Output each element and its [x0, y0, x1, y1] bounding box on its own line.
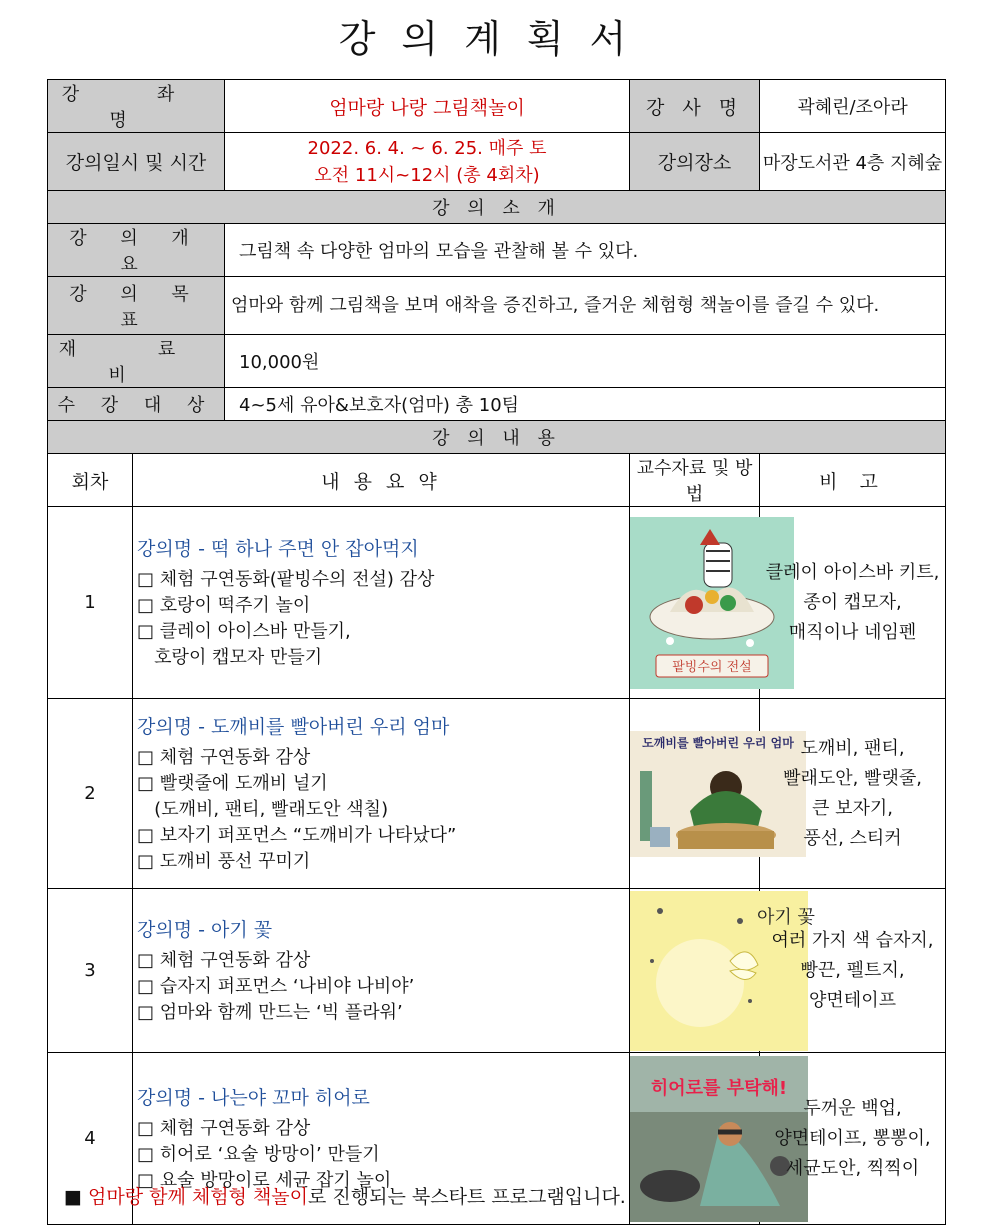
- overview-label: 강 의 개 요: [48, 224, 225, 277]
- lesson-item: □ 체험 구연동화 감상: [137, 950, 311, 971]
- lesson-title: 강의명 - 떡 하나 주면 안 잡아먹지: [137, 538, 419, 560]
- goal-label: 강 의 목 표: [48, 277, 225, 335]
- instructor-label: 강 사 명: [630, 80, 760, 133]
- goal-value: 엄마와 함께 그림책을 보며 애착을 증진하고, 즐거운 체험형 책놀이를 즐길 수 있다.: [225, 277, 946, 335]
- footer-text: 로 진행되는 북스타트 프로그램입니다.: [308, 1186, 626, 1208]
- target-label: 수 강 대 상: [48, 388, 225, 421]
- lesson-material: [630, 889, 815, 1053]
- lesson-item: □ 체험 구연동화 감상: [137, 1118, 311, 1139]
- lesson-number: 4: [48, 1053, 133, 1225]
- col-notes: 비 고: [760, 454, 946, 507]
- lesson-number: 2: [48, 699, 133, 889]
- lesson-title: 강의명 - 나는야 꼬마 히어로: [137, 1087, 370, 1109]
- page-title: 강의계획서: [338, 17, 653, 61]
- note-line: 풍선, 스티커: [803, 827, 902, 849]
- col-session: 회차: [48, 454, 133, 507]
- fee-value: 10,000원: [225, 335, 946, 388]
- overview-value: 그림책 속 다양한 엄마의 모습을 관찰해 볼 수 있다.: [225, 224, 946, 277]
- instructor-value: 곽혜린/조아라: [760, 80, 946, 133]
- intro-header: 강 의 소 개: [48, 191, 946, 224]
- note-line: 두꺼운 백업,: [803, 1097, 902, 1119]
- lesson-material: [630, 507, 760, 699]
- note-line: 빵끈, 펠트지,: [800, 959, 905, 981]
- lecture-plan-table: [47, 79, 946, 1225]
- book-cover-title: 도깨비를 빨아버린 우리 엄마: [642, 735, 794, 750]
- book-cover-image: [630, 517, 794, 689]
- target-value: 4~5세 유아&보호자(엄마) 총 10팀: [225, 388, 946, 421]
- lesson-number: 3: [48, 889, 133, 1053]
- note-line: 도깨비, 팬티,: [800, 737, 905, 759]
- lesson-item: □ 클레이 아이스바 만들기,: [137, 621, 351, 642]
- lesson-item: □ 습자지 퍼포먼스 ‘나비야 나비야’: [137, 976, 415, 997]
- lesson-title: 강의명 - 도깨비를 빨아버린 우리 엄마: [137, 716, 450, 738]
- footer-note: [64, 1182, 626, 1209]
- footer-highlight: 엄마랑 함께 체험형 책놀이: [88, 1186, 309, 1208]
- note-line: 종이 캡모자,: [803, 591, 902, 613]
- col-materials: 교수자료 및 방법: [630, 454, 760, 507]
- course-value: 엄마랑 나랑 그림책놀이: [225, 80, 630, 133]
- place-value: 마장도서관 4층 지혜숲: [760, 133, 946, 191]
- lesson-item: □ 요술 방망이로 세균 잡기 놀이: [137, 1170, 392, 1191]
- lesson-material: [630, 699, 794, 889]
- lesson-number: 1: [48, 507, 133, 699]
- lesson-item: □ 보자기 퍼포먼스 “도깨비가 나타났다”: [137, 825, 457, 846]
- lesson-item: □ 빨랫줄에 도깨비 널기: [137, 773, 328, 794]
- place-label: 강의장소: [630, 133, 760, 191]
- book-cover-title: 히어로를 부탁해!: [650, 1077, 788, 1099]
- note-line: 양면테이프: [809, 989, 896, 1011]
- note-line: 클레이 아이스바 키트,: [765, 561, 940, 583]
- lesson-item: □ 엄마와 함께 만드는 ‘빅 플라워’: [137, 1002, 403, 1023]
- note-line: 매직이나 네임펜: [788, 621, 917, 643]
- lesson-item: □ 호랑이 떡주기 놀이: [137, 595, 311, 616]
- note-line: 큰 보자기,: [812, 797, 894, 819]
- lesson-item: (도깨비, 팬티, 빨래도안 색칠): [137, 799, 389, 820]
- datetime-value: [225, 133, 630, 191]
- lesson-item: □ 체험 구연동화 감상: [137, 747, 311, 768]
- datetime-line1: 2022. 6. 4. ~ 6. 25. 매주 토: [307, 137, 547, 159]
- note-line: 세균도안, 찍찍이: [785, 1157, 920, 1179]
- lesson-item: □ 히어로 ‘요술 방망이’ 만들기: [137, 1144, 380, 1165]
- note-line: 양면테이프, 뽕뽕이,: [774, 1127, 931, 1149]
- lesson-summary: [133, 507, 630, 699]
- content-header: 강 의 내 용: [48, 421, 946, 454]
- note-line: 빨래도안, 빨랫줄,: [783, 767, 922, 789]
- course-label: 강 좌 명: [48, 80, 225, 133]
- book-cover-image: [630, 731, 806, 857]
- lesson-summary: [133, 699, 630, 889]
- lesson-item: 호랑이 캡모자 만들기: [137, 647, 323, 668]
- book-cover-title: 아기 꽃: [757, 906, 815, 928]
- col-summary: 내 용 요 약: [133, 454, 630, 507]
- datetime-line2: 오전 11시~12시 (총 4회차): [314, 164, 540, 186]
- lesson-material: [630, 1053, 788, 1225]
- lesson-summary: [133, 889, 630, 1053]
- book-cover-title: 팥빙수의 전설: [672, 659, 752, 675]
- fee-label: 재 료 비: [48, 335, 225, 388]
- lesson-item: □ 도깨비 풍선 꾸미기: [137, 851, 311, 872]
- datetime-label: 강의일시 및 시간: [48, 133, 225, 191]
- bullet-square-icon: ■: [64, 1186, 82, 1208]
- book-cover-image: [630, 891, 815, 1051]
- lesson-item: □ 체험 구연동화(팥빙수의 전설) 감상: [137, 569, 435, 590]
- note-line: 여러 가지 색 습자지,: [771, 929, 934, 951]
- lesson-title: 강의명 - 아기 꽃: [137, 919, 273, 941]
